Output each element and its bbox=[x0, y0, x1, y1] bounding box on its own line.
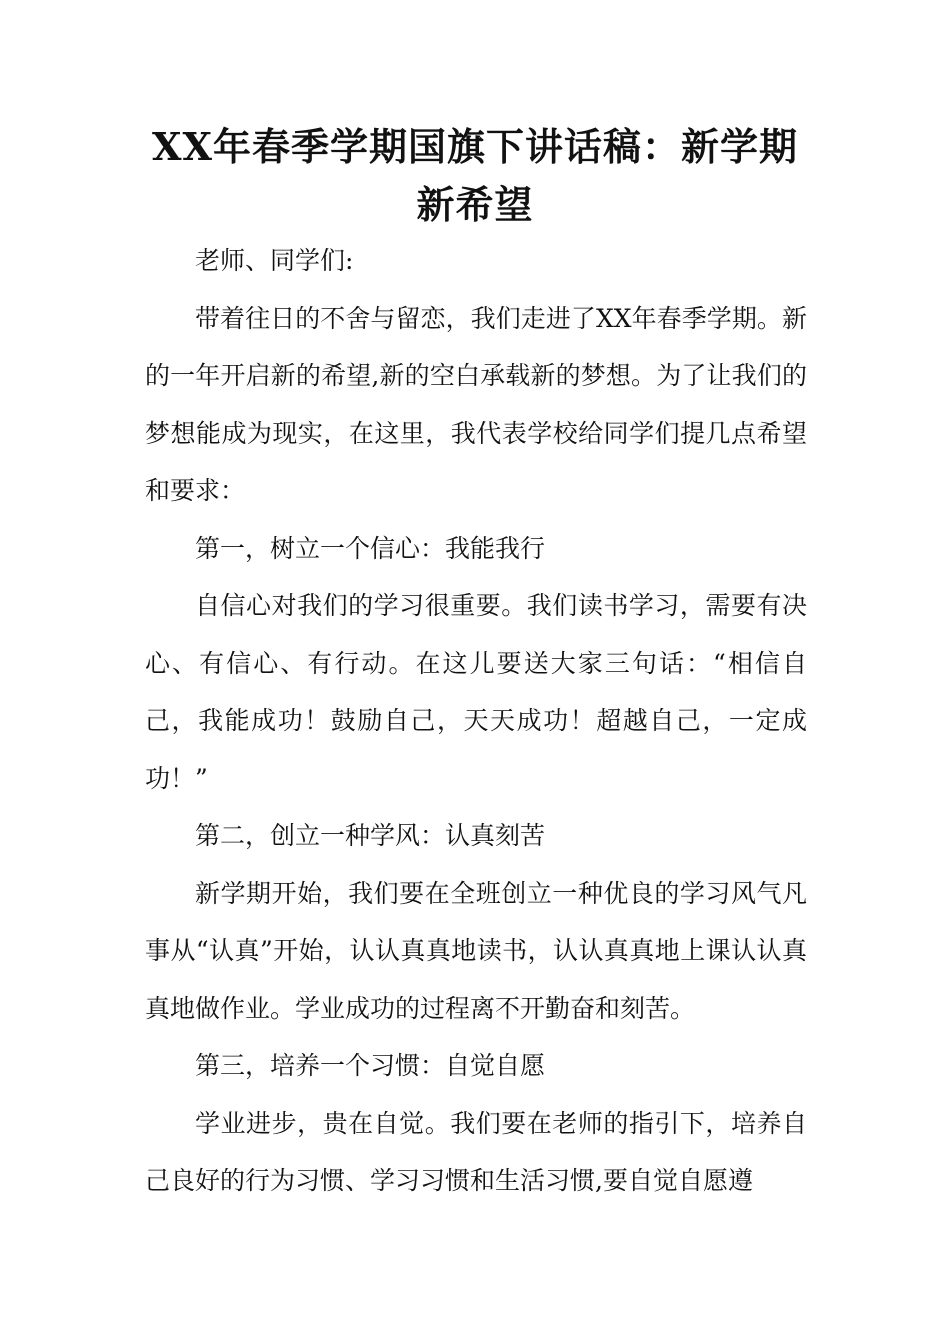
point-one-paragraph: 自信心对我们的学习很重要。我们读书学习，需要有决心、有信心、有行动。在这儿要送大家三句话：“相信自己，我能成功！鼓励自己，天天成功！超越自己，一定成功！” bbox=[145, 591, 807, 793]
intro-paragraph: 带着往日的不舍与留恋，我们走进了XX年春季学期。新的一年开启新的希望,新的空白承载新的梦想。为了让我们的梦想能成为现实，在这里，我代表学校给同学们提几点希望和要求： bbox=[145, 303, 807, 505]
point-two-paragraph: 新学期开始，我们要在全班创立一种优良的学习风气凡事从“认真”开始，认认真真地读书，认认真真地上课认认真真地做作业。学业成功的过程离不开勤奋和刻苦。 bbox=[145, 878, 807, 1023]
point-two-heading: 第二，创立一种学风：认真刻苦 bbox=[195, 821, 546, 850]
document-title: XX年春季学期国旗下讲话稿：新学期新希望 bbox=[152, 124, 798, 227]
point-three-heading: 第三，培养一个习惯：自觉自愿 bbox=[195, 1051, 546, 1080]
document-body bbox=[145, 232, 807, 1210]
point-one-heading: 第一，树立一个信心：我能我行 bbox=[195, 533, 546, 563]
point-three-paragraph: 学业进步，贵在自觉。我们要在老师的指引下，培养自己良好的行为习惯、学习习惯和生活习惯,要自觉自愿遵 bbox=[145, 1108, 807, 1195]
greeting-paragraph: 老师、同学们: bbox=[195, 246, 354, 275]
